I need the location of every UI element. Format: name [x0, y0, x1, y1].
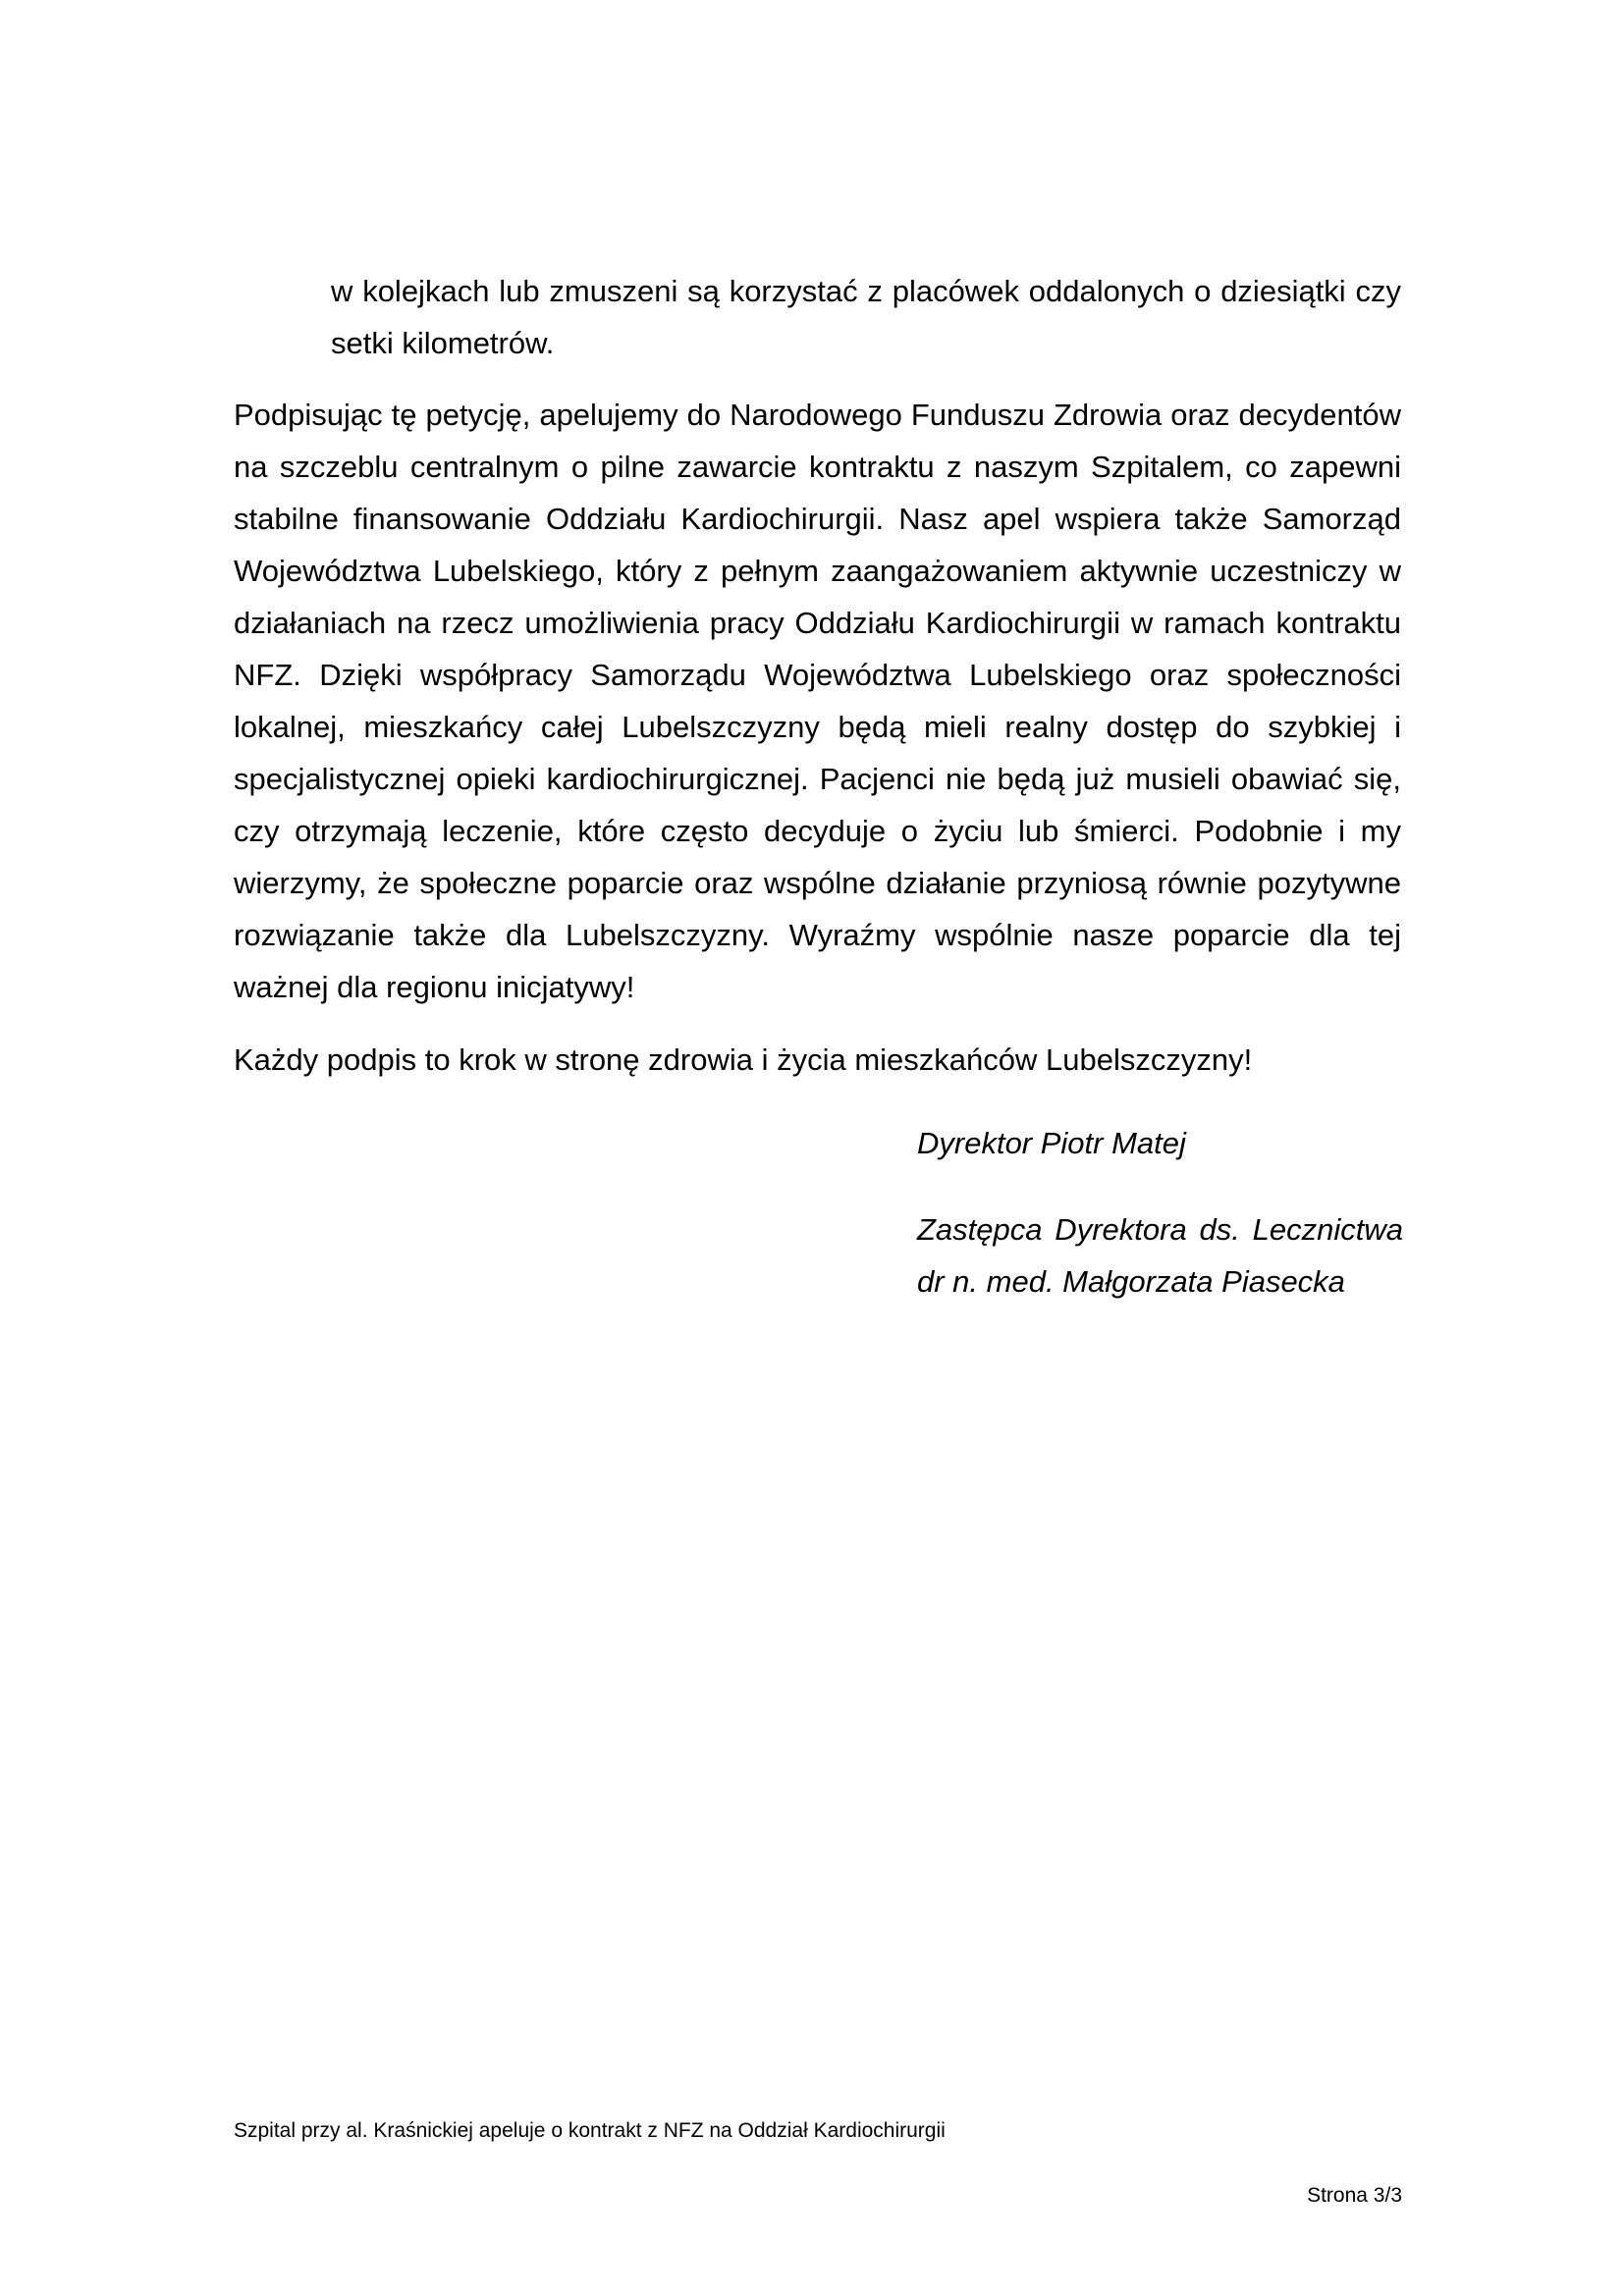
deputy-title: Zastępca Dyrektora ds. Lecznictwa — [917, 1212, 1403, 1247]
deputy-name: dr n. med. Małgorzata Piasecka — [917, 1264, 1345, 1299]
director-signature: Dyrektor Piotr Matej — [917, 1126, 1186, 1160]
page-number: Strona 3/3 — [1307, 2184, 1402, 2207]
footer-title: Szpital przy al. Kraśnickiej apeluje o kontrakt z NFZ na Oddział Kardiochirurgii — [234, 2119, 946, 2142]
continued-paragraph: w kolejkach lub zmuszeni są korzystać z placówek oddalonych o dziesiątki czy setki kilometrów. — [331, 274, 1401, 360]
main-paragraph: Podpisując tę petycję, apelujemy do Narodowego Funduszu Zdrowia oraz decydentów na szczeblu centralnym o pilne zawarcie kontraktu z naszym Szpitalem, co zapewni stabilne finansowanie Oddziału Kardiochirurgii. Nasz apel wspiera także Samorząd Województwa Lubelskiego, który z pełnym zaangażowaniem aktywnie uczestniczy w działaniach na rzecz umożliwienia pracy Oddziału Kardiochirurgii w ramach kontraktu NFZ. Dzięki współpracy Samorządu Województwa Lubelskiego oraz społeczności lokalnej, mieszkańcy całej Lubelszczyzny będą mieli realny dostęp do szybkiej i specjalistycznej opieki kardiochirurgicznej. Pacjenci nie będą już musieli obawiać się, czy otrzymają leczenie, które często decyduje o życiu lub śmierci. Podobnie i my wierzymy, że społeczne poparcie oraz wspólne działanie przyniosą równie pozytywne rozwiązanie także dla Lubelszczyzny. Wyraźmy wspólnie nasze poparcie dla tej ważnej dla regionu inicjatywy! — [234, 398, 1401, 1004]
closing-line: Każdy podpis to krok w stronę zdrowia i życia mieszkańców Lubelszczyzny! — [234, 1042, 1253, 1077]
